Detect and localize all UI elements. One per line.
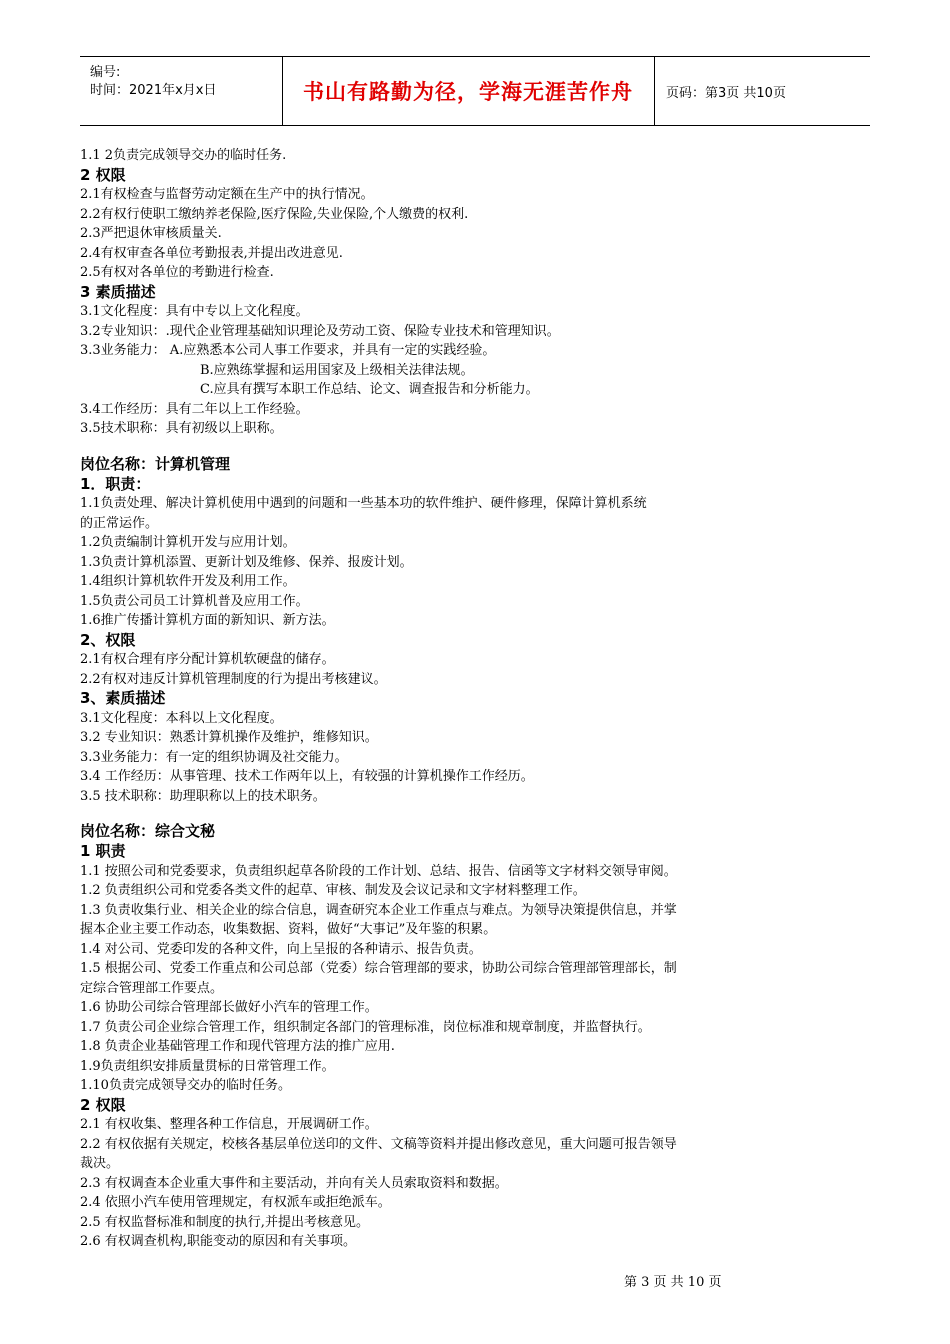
text-line: 3.5 技术职称：助理职称以上的技术职务。 [80, 788, 326, 804]
text-line: 握本企业主要工作动态，收集数据、资料，做好“大事记”及年鉴的积累。 [80, 922, 497, 937]
section-heading: 1．职责： [80, 474, 151, 493]
document-time-label: 时间：2021年x月x日 [90, 83, 217, 98]
text-line: 1.4 对公司、党委印发的各种文件，向上呈报的各种请示、报告负责。 [80, 941, 482, 957]
document-body [80, 146, 880, 1252]
text-line: 2.2有权对违反计算机管理制度的行为提出考核建议。 [80, 671, 387, 687]
text-line: 1.3负责计算机添置、更新计划及维修、保养、报废计划。 [80, 554, 413, 570]
text-line: 2.3严把退休审核质量关. [80, 226, 222, 241]
text-line: 2.1有权检查与监督劳动定额在生产中的执行情况。 [80, 187, 374, 202]
section-statistics-duties [80, 146, 880, 439]
text-line: 定综合管理部工作要点。 [80, 980, 224, 996]
document-number-label: 编号: [90, 65, 121, 80]
section-heading: 2 权限 [80, 165, 126, 184]
text-line: 2.4有权审查各单位考勤报表,并提出改进意见. [80, 245, 343, 261]
section-computer-management [80, 475, 880, 807]
text-line: B.应熟练掌握和运用国家及上级相关法律法规。 [200, 362, 474, 378]
text-line: 2.4 依照小汽车使用管理规定，有权派车或拒绝派车。 [80, 1195, 391, 1210]
text-line: 3.4 工作经历：从事管理、技术工作两年以上，有较强的计算机操作工作经历。 [80, 769, 534, 784]
text-line: 2.1 有权收集、整理各种工作信息，开展调研工作。 [80, 1117, 378, 1132]
header-motto: 书山有路勤为径，学海无涯苦作舟 [303, 80, 633, 104]
text-line: 1.3 负责收集行业、相关企业的综合信息，调查研究本企业工作重点与难点。为领导决策提供信息，并掌 [80, 902, 677, 918]
text-line: C.应具有撰写本职工作总结、论文、调查报告和分析能力。 [200, 382, 539, 397]
header-motto-cell [282, 57, 655, 125]
text-line: 3.1文化程度：具有中专以上文化程度。 [80, 304, 309, 319]
section-heading: 1 职责 [80, 842, 126, 860]
text-line: 1.6 协助公司综合管理部长做好小汽车的管理工作。 [80, 1000, 378, 1015]
section-title-general-secretary: 岗位名称：综合文秘 [80, 822, 216, 840]
section-general-secretary [80, 842, 880, 1252]
section-heading: 3 素质描述 [80, 282, 156, 301]
text-line: 2.3 有权调查本企业重大事件和主要活动，并向有关人员索取资料和数据。 [80, 1175, 508, 1191]
text-line: 1.10负责完成领导交办的临时任务。 [80, 1078, 291, 1093]
text-line: 的正常运作。 [80, 515, 159, 531]
text-line: 1.2 负责组织公司和党委各类文件的起草、审核、制发及会议记录和文字材料整理工作。 [80, 883, 586, 898]
text-line: 3.2 专业知识：熟悉计算机操作及维护，维修知识。 [80, 730, 378, 745]
header-meta [80, 57, 283, 125]
text-line: 2.6 有权调查机构,职能变动的原因和有关事项。 [80, 1234, 356, 1249]
text-line: 1.5负责公司员工计算机普及应用工作。 [80, 593, 309, 609]
text-line: 2.2 有权依据有关规定，校核各基层单位送印的文件、文稿等资料并提出修改意见，重大问题可报告领导 [80, 1136, 677, 1152]
text-line: 3.2专业知识：.现代企业管理基础知识理论及劳动工资、保险专业技术和管理知识。 [80, 323, 560, 339]
section-heading: 2 权限 [80, 1095, 126, 1114]
page-footer: 第 3 页 共 10 页 [624, 1275, 722, 1290]
text-line: 1.1 按照公司和党委要求，负责组织起草各阶段的工作计划、总结、报告、信函等文字材料交领导审阅。 [80, 863, 677, 879]
text-line: 3.5技术职称：具有初级以上职称。 [80, 421, 283, 436]
text-line: 3.4工作经历：具有二年以上工作经验。 [80, 401, 309, 417]
text-line: 1.2负责编制计算机开发与应用计划。 [80, 535, 296, 550]
text-line: 1.7 负责公司企业综合管理工作，组织制定各部门的管理标准，岗位标准和规章制度，并监督执行。 [80, 1019, 651, 1035]
text-line: 2.1有权合理有序分配计算机软硬盘的储存。 [80, 652, 335, 667]
text-line: 2.5 有权监督标准和制度的执行,并提出考核意见。 [80, 1214, 369, 1230]
text-line: 3.3业务能力： A.应熟悉本公司人事工作要求，并具有一定的实践经验。 [80, 343, 496, 358]
text-line: 1.1负责处理、解决计算机使用中遇到的问题和一些基本功的软件维护、硬件修理，保障计算机系统 [80, 496, 647, 511]
text-line: 1.6推广传播计算机方面的新知识、新方法。 [80, 613, 335, 628]
section-heading: 3、素质描述 [80, 689, 166, 707]
text-line: 裁决。 [80, 1156, 120, 1171]
section-title-computer-management: 岗位名称：计算机管理 [80, 454, 231, 473]
section-heading: 2、权限 [80, 630, 136, 649]
page-header [80, 56, 870, 126]
text-line: 3.1文化程度：本科以上文化程度。 [80, 710, 283, 726]
text-line: 2.2有权行使职工缴纳养老保险,医疗保险,失业保险,个人缴费的权利. [80, 206, 469, 222]
text-line: 1.5 根据公司、党委工作重点和公司总部（党委）综合管理部的要求，协助公司综合管理部管理部长，制 [80, 961, 677, 976]
text-line: 1.8 负责企业基础管理工作和现代管理方法的推广应用. [80, 1039, 395, 1054]
text-line: 2.5有权对各单位的考勤进行检查. [80, 265, 274, 280]
text-line: 1.4组织计算机软件开发及利用工作。 [80, 574, 296, 589]
text-line: 1.1 2负责完成领导交办的临时任务. [80, 148, 287, 163]
text-line: 3.3业务能力：有一定的组织协调及社交能力。 [80, 749, 348, 765]
text-line: 1.9负责组织安排质量贯标的日常管理工作。 [80, 1058, 335, 1074]
header-page-info: 页码：第3页 共10页 [666, 85, 786, 101]
